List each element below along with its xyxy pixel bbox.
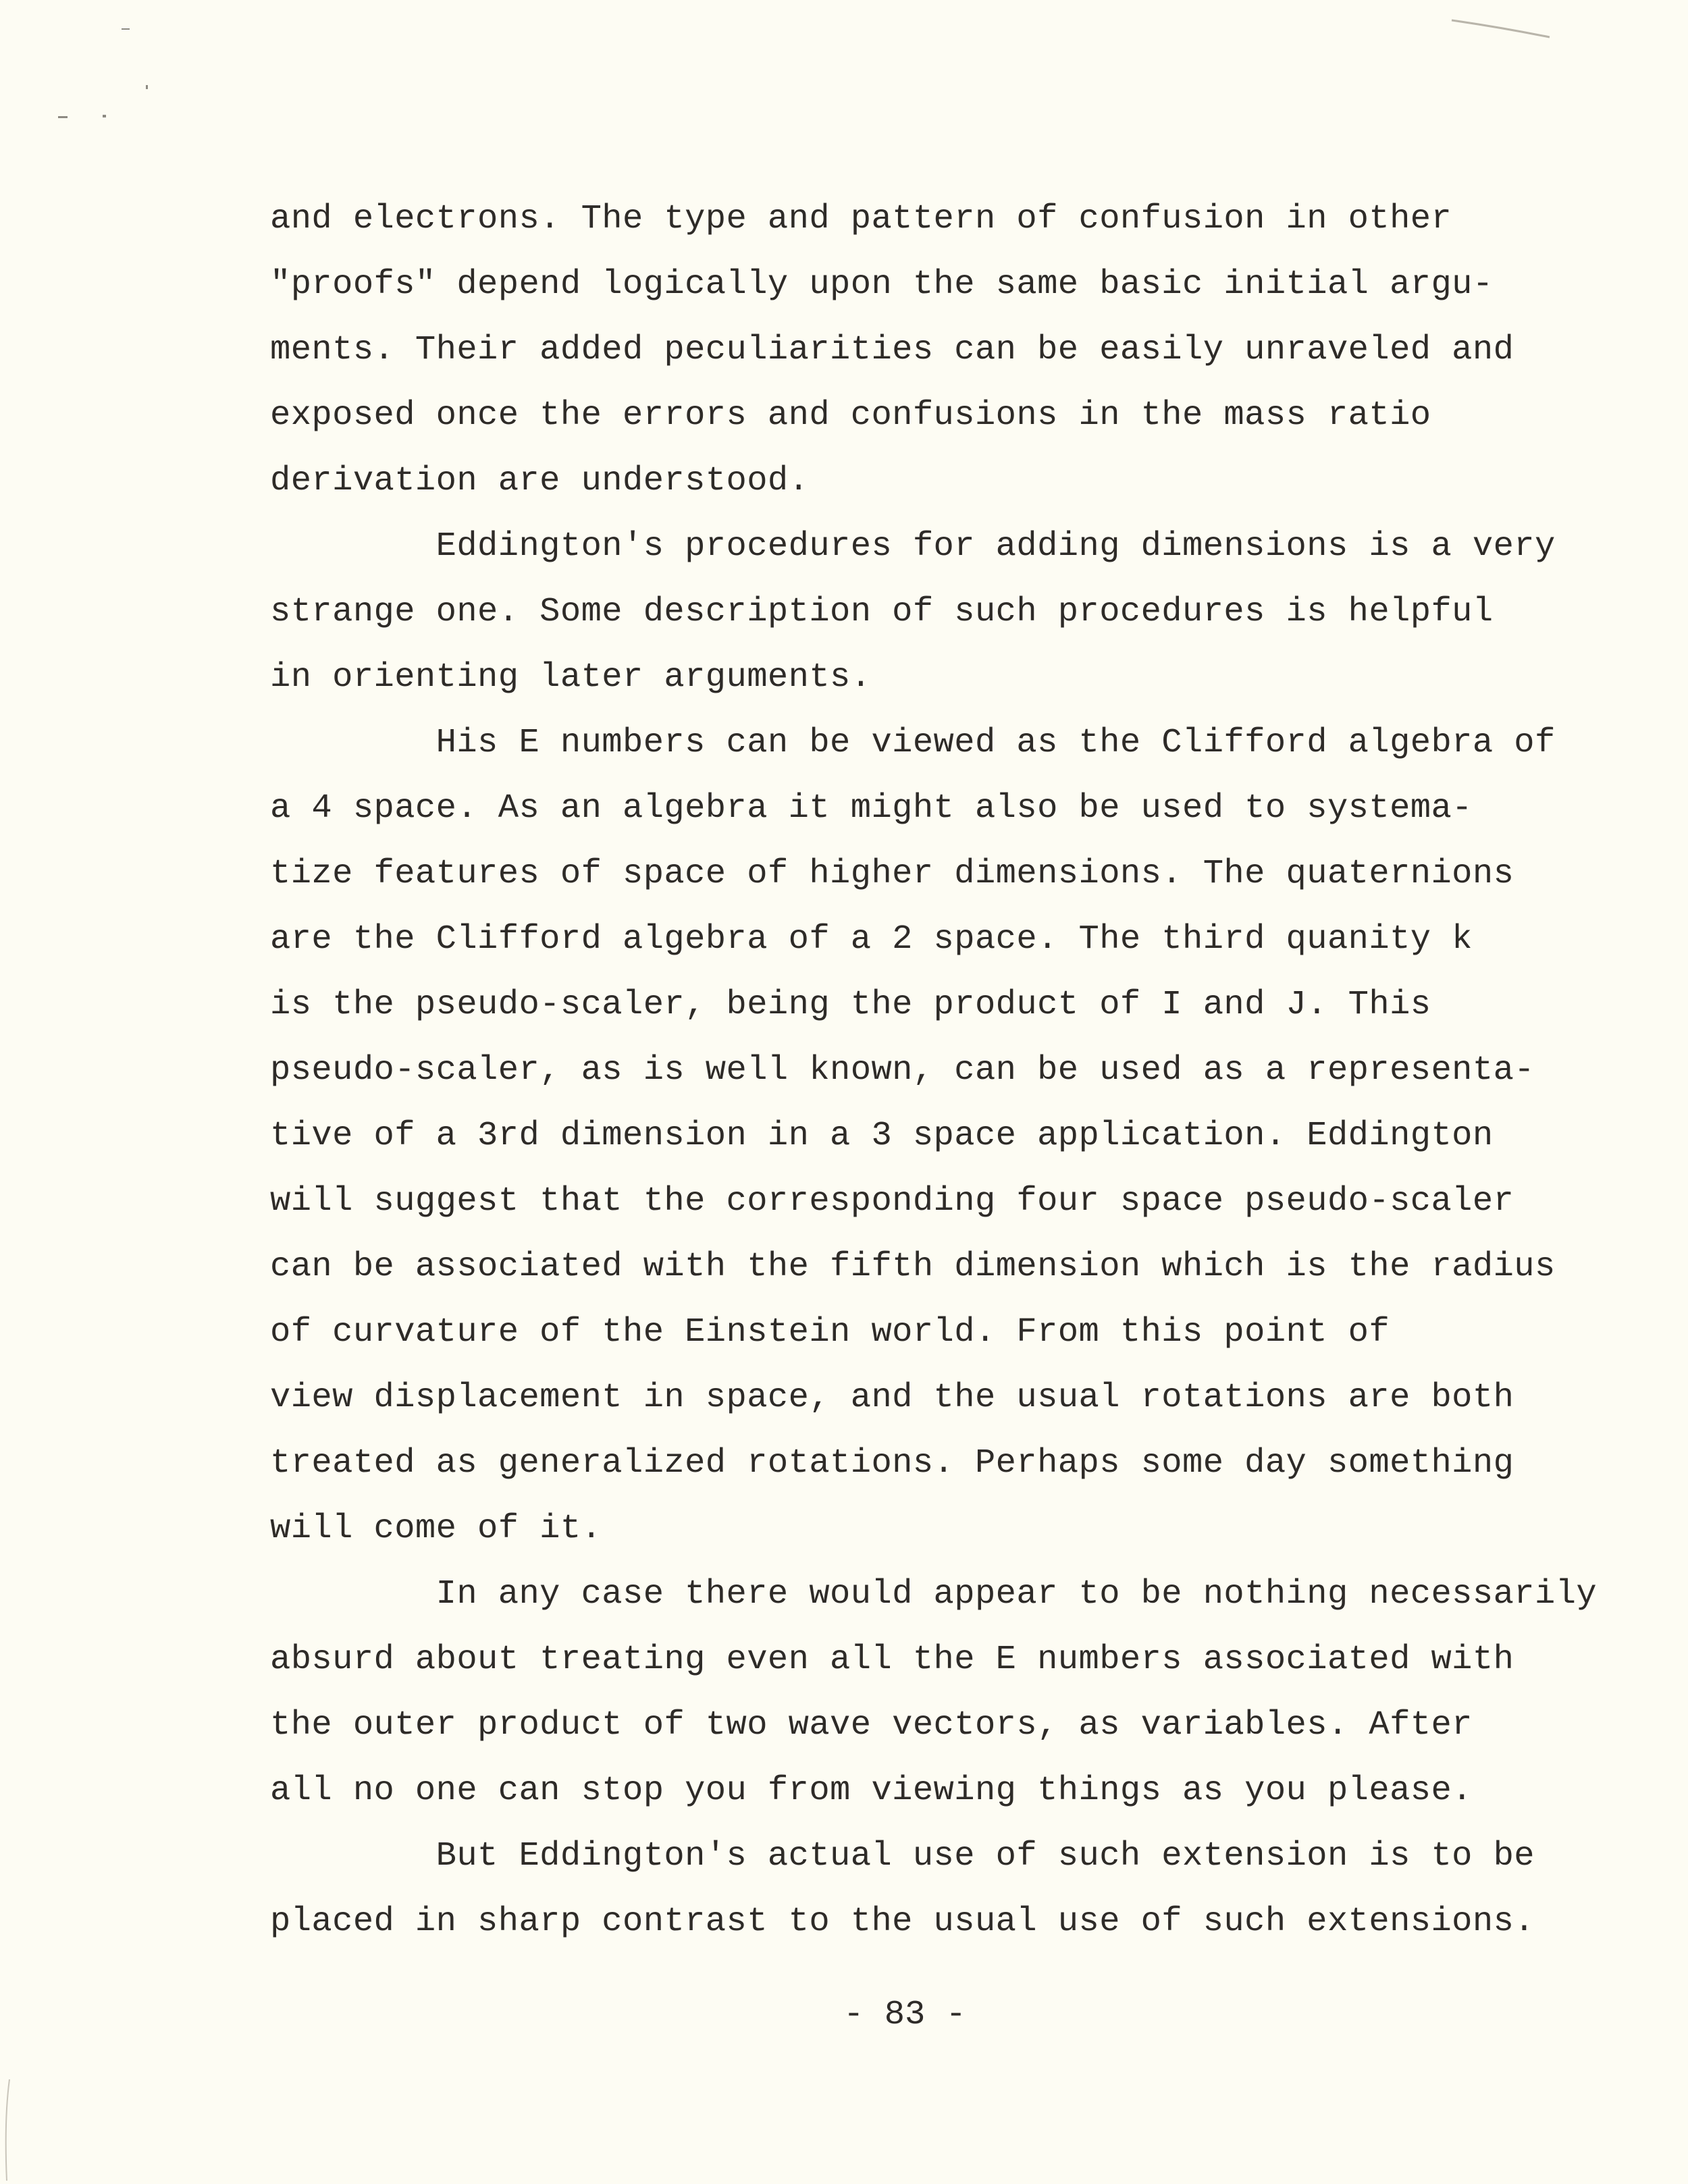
text-line: the outer product of two wave vectors, as variables. After xyxy=(270,1706,1473,1744)
text-line: are the Clifford algebra of a 2 space. The third quanity k xyxy=(270,920,1473,959)
text-line: "proofs" depend logically upon the same basic initial argu- xyxy=(270,265,1494,304)
text-line: will suggest that the corresponding four space pseudo-scaler xyxy=(270,1182,1514,1221)
text-line: ments. Their added peculiarities can be easily unraveled and xyxy=(270,331,1514,369)
text-line: absurd about treating even all the E numbers associated with xyxy=(270,1641,1514,1679)
text-line: tize features of space of higher dimensions. The quaternions xyxy=(270,855,1514,893)
text-line: of curvature of the Einstein world. From this point of xyxy=(270,1313,1390,1352)
text-line: treated as generalized rotations. Perhaps some day something xyxy=(270,1444,1514,1483)
text-line: will come of it. xyxy=(270,1510,602,1548)
text-line: derivation are understood. xyxy=(270,462,810,500)
page-number: - 83 - xyxy=(843,1996,966,2034)
text-line: pseudo-scaler, as is well known, can be used as a representa- xyxy=(270,1051,1535,1090)
text-line: is the pseudo-scaler, being the product of I and J. This xyxy=(270,986,1431,1024)
text-line: all no one can stop you from viewing things as you please. xyxy=(270,1772,1473,1810)
text-line: can be associated with the fifth dimension which is the radius xyxy=(270,1248,1556,1286)
text-line: in orienting later arguments. xyxy=(270,658,872,697)
text-line: strange one. Some description of such procedures is helpful xyxy=(270,593,1494,631)
text-line: tive of a 3rd dimension in a 3 space application. Eddington xyxy=(270,1117,1494,1155)
text-line: exposed once the errors and confusions in the mass ratio xyxy=(270,396,1431,435)
text-line: His E numbers can be viewed as the Clifford algebra of xyxy=(270,724,1556,762)
text-line: In any case there would appear to be nothing necessarily xyxy=(270,1575,1598,1614)
text-line: a 4 space. As an algebra it might also be used to systema- xyxy=(270,789,1473,828)
text-line: and electrons. The type and pattern of confusion in other xyxy=(270,200,1452,238)
text-line: placed in sharp contrast to the usual use of such extensions. xyxy=(270,1902,1535,1941)
text-line: Eddington's procedures for adding dimensions is a very xyxy=(270,527,1556,566)
text-line: But Eddington's actual use of such extension is to be xyxy=(270,1837,1535,1875)
text-line: view displacement in space, and the usual rotations are both xyxy=(270,1379,1514,1417)
